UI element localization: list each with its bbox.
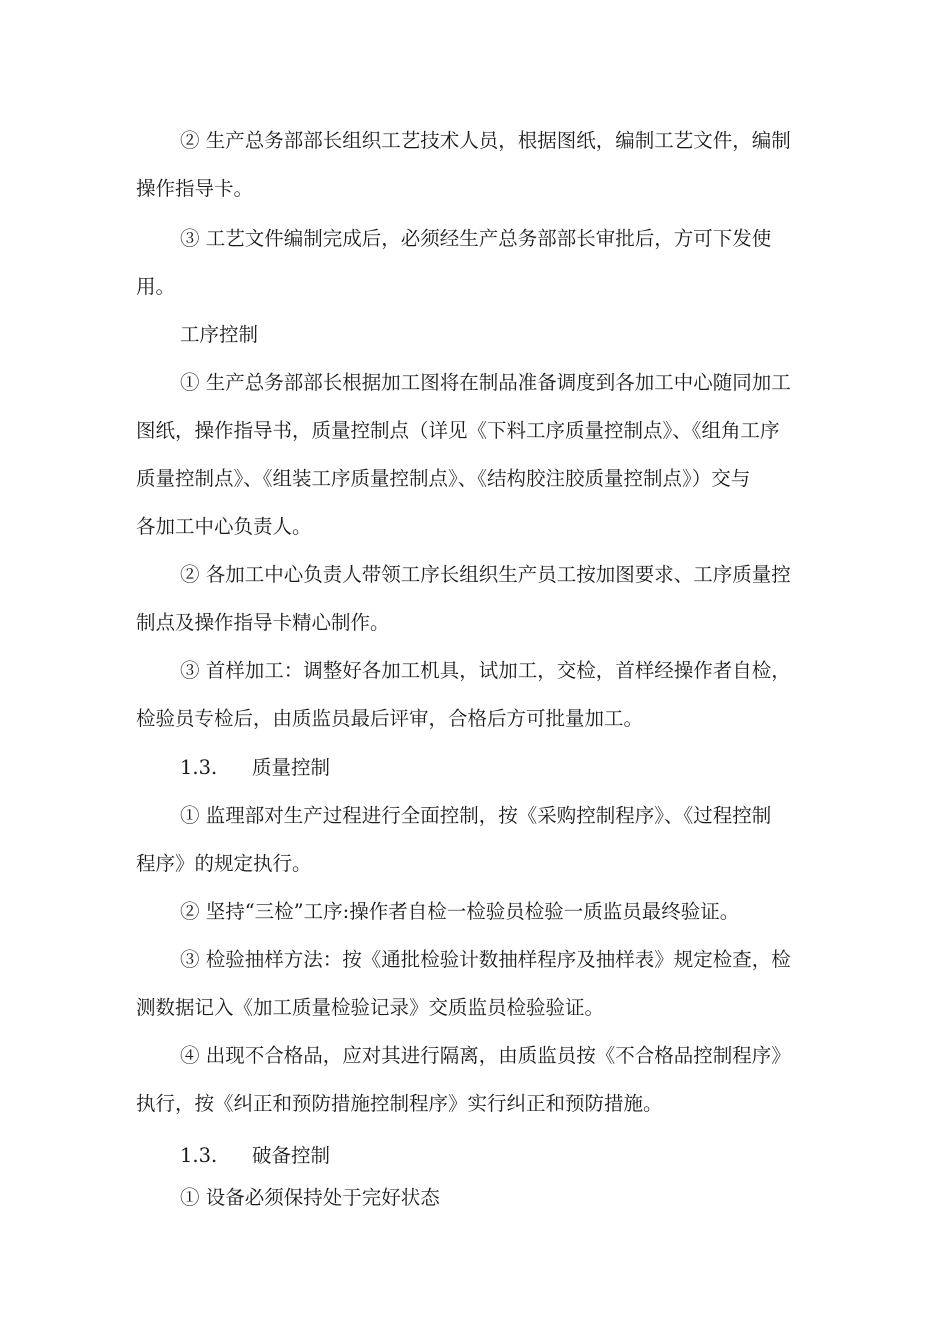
paragraph-line: ① 监理部对生产过程进行全面控制，按《采购控制程序》、《过程控制 [180,804,772,827]
paragraph-line: 图纸，操作指导书，质量控制点（详见《下料工序质量控制点》、《组角工序 [136,419,780,442]
paragraph-line: 检验员专检后，由质监员最后评审，合格后方可批量加工。 [136,707,644,730]
section-heading [180,1143,330,1169]
section-heading [180,755,330,781]
paragraph-line: ③ 检验抽样方法：按《通批检验计数抽样程序及抽样表》规定检查，检 [180,948,791,971]
paragraph-line: ② 生产总务部部长组织工艺技术人员，根据图纸，编制工艺文件，编制 [180,129,791,152]
section-number: 1.3. [180,756,218,779]
paragraph-line: ① 生产总务部部长根据加工图将在制品准备调度到各加工中心随同加工 [180,371,791,394]
section-number: 1.3. [180,1144,218,1167]
paragraph-line: ① 设备必须保持处于完好状态 [180,1186,440,1209]
paragraph-line: 制点及操作指导卡精心制作。 [136,611,390,634]
paragraph-line: 质量控制点》、《组装工序质量控制点》、《结构胶注胶质量控制点》）交与 [136,467,751,490]
paragraph-line: 用。 [136,275,176,298]
paragraph-line: ② 坚持“三检”工序:操作者自检一检验员检验一质监员最终验证。 [180,900,740,923]
paragraph-line: 各加工中心负责人。 [136,515,312,538]
paragraph-line: ③ 工艺文件编制完成后，必须经生产总务部部长审批后，方可下发使 [180,227,772,250]
paragraph-line: 测数据记入《加工质量检验记录》交质监员检验验证。 [136,996,605,1019]
section-title: 破备控制 [252,1144,331,1167]
paragraph-line: 执行，按《纠正和预防措施控制程序》实行纠正和预防措施。 [136,1092,663,1115]
paragraph-line: 程序》的规定执行。 [136,852,312,875]
paragraph-line: ② 各加工中心负责人带领工序长组织生产员工按加图要求、工序质量控 [180,563,791,586]
section-subheading: 工序控制 [180,323,259,346]
paragraph-line: 操作指导卡。 [136,177,254,200]
paragraph-line: ③ 首样加工：调整好各加工机具，试加工，交检，首样经操作者自检， [180,659,791,682]
section-title: 质量控制 [252,756,331,779]
paragraph-line: ④ 出现不合格品，应对其进行隔离，由质监员按《不合格品控制程序》 [180,1044,791,1067]
